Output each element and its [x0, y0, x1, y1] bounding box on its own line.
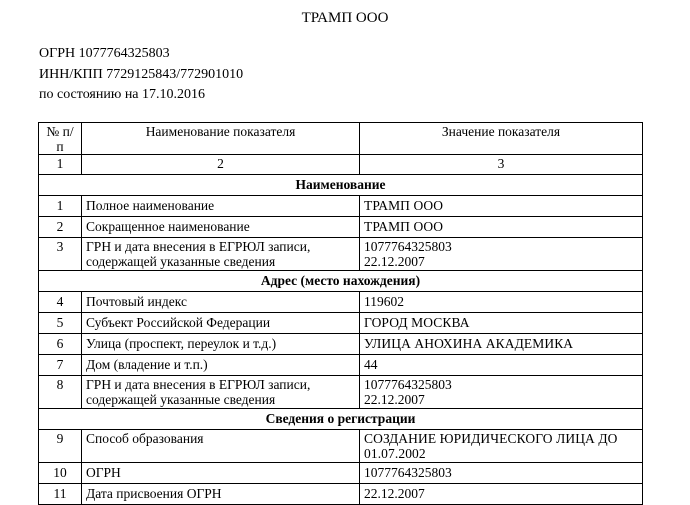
header-name: Наименование показателя — [82, 123, 360, 155]
row-value: 44 — [360, 355, 643, 376]
section-title: Наименование — [39, 175, 643, 196]
row-name-line: содержащей указанные сведения — [86, 254, 276, 269]
row-num: 10 — [39, 463, 82, 484]
table-row — [39, 463, 643, 484]
row-name-line: содержащей указанные сведения — [86, 392, 276, 407]
row-name: Улица (проспект, переулок и т.д.) — [82, 334, 360, 355]
row-value-line: 22.12.2007 — [364, 392, 425, 407]
section-title-row — [39, 175, 643, 196]
document-title: ТРАМП ООО — [301, 10, 389, 26]
index-value: 3 — [360, 155, 643, 175]
index-name: 2 — [82, 155, 360, 175]
row-value-line: 1077764325803 — [364, 239, 452, 254]
row-value-line: 01.07.2002 — [364, 446, 426, 461]
row-name-line: ГРН и дата внесения в ЕГРЮЛ записи, — [86, 239, 311, 254]
row-name: Дом (владение и т.п.) — [82, 355, 360, 376]
row-value: ГОРОД МОСКВА — [360, 313, 643, 334]
row-name: Дата присвоения ОГРН — [82, 484, 360, 505]
header-value: Значение показателя — [360, 123, 643, 155]
row-name: Субъект Российской Федерации — [82, 313, 360, 334]
table-row — [39, 313, 643, 334]
table-row — [39, 484, 643, 505]
row-name — [82, 376, 360, 409]
row-value: 119602 — [360, 292, 643, 313]
row-name: Полное наименование — [82, 196, 360, 217]
row-num: 6 — [39, 334, 82, 355]
register-extract-table-wrapper — [38, 122, 642, 505]
row-value: 1077764325803 — [360, 463, 643, 484]
ogrn-line: ОГРН 1077764325803 — [39, 46, 170, 61]
header-num: № п/п — [39, 123, 82, 155]
row-num: 3 — [39, 238, 82, 271]
table-row — [39, 334, 643, 355]
table-row — [39, 196, 643, 217]
row-num: 1 — [39, 196, 82, 217]
row-value — [360, 430, 643, 463]
row-value: ТРАМП ООО — [360, 196, 643, 217]
table-index-row — [39, 155, 643, 175]
row-num: 7 — [39, 355, 82, 376]
row-value — [360, 376, 643, 409]
section-title: Адрес (место нахождения) — [39, 271, 643, 292]
row-name: Сокращенное наименование — [82, 217, 360, 238]
row-name: Почтовый индекс — [82, 292, 360, 313]
row-name: ОГРН — [82, 463, 360, 484]
register-extract-table — [38, 122, 643, 505]
row-name — [82, 238, 360, 271]
row-num: 8 — [39, 376, 82, 409]
row-name: Способ образования — [82, 430, 360, 463]
row-num: 5 — [39, 313, 82, 334]
table-header-row — [39, 123, 643, 155]
section-title: Сведения о регистрации — [39, 409, 643, 430]
table-row — [39, 430, 643, 463]
row-value-line: СОЗДАНИЕ ЮРИДИЧЕСКОГО ЛИЦА ДО — [364, 431, 618, 446]
table-row — [39, 292, 643, 313]
table-row — [39, 217, 643, 238]
as-of-date-line: по состоянию на 17.10.2016 — [39, 87, 206, 102]
row-value: УЛИЦА АНОХИНА АКАДЕМИКА — [360, 334, 643, 355]
table-row — [39, 355, 643, 376]
row-value: 22.12.2007 — [360, 484, 643, 505]
table-row — [39, 238, 643, 271]
row-num: 2 — [39, 217, 82, 238]
row-num: 11 — [39, 484, 82, 505]
section-title-row — [39, 409, 643, 430]
index-num: 1 — [39, 155, 82, 175]
row-value: ТРАМП ООО — [360, 217, 643, 238]
row-num: 9 — [39, 430, 82, 463]
row-name-line: ГРН и дата внесения в ЕГРЮЛ записи, — [86, 377, 311, 392]
row-num: 4 — [39, 292, 82, 313]
table-row — [39, 376, 643, 409]
row-value-line: 1077764325803 — [364, 377, 452, 392]
row-value — [360, 238, 643, 271]
row-value-line: 22.12.2007 — [364, 254, 425, 269]
section-title-row — [39, 271, 643, 292]
inn-kpp-line: ИНН/КПП 7729125843/772901010 — [39, 67, 244, 82]
